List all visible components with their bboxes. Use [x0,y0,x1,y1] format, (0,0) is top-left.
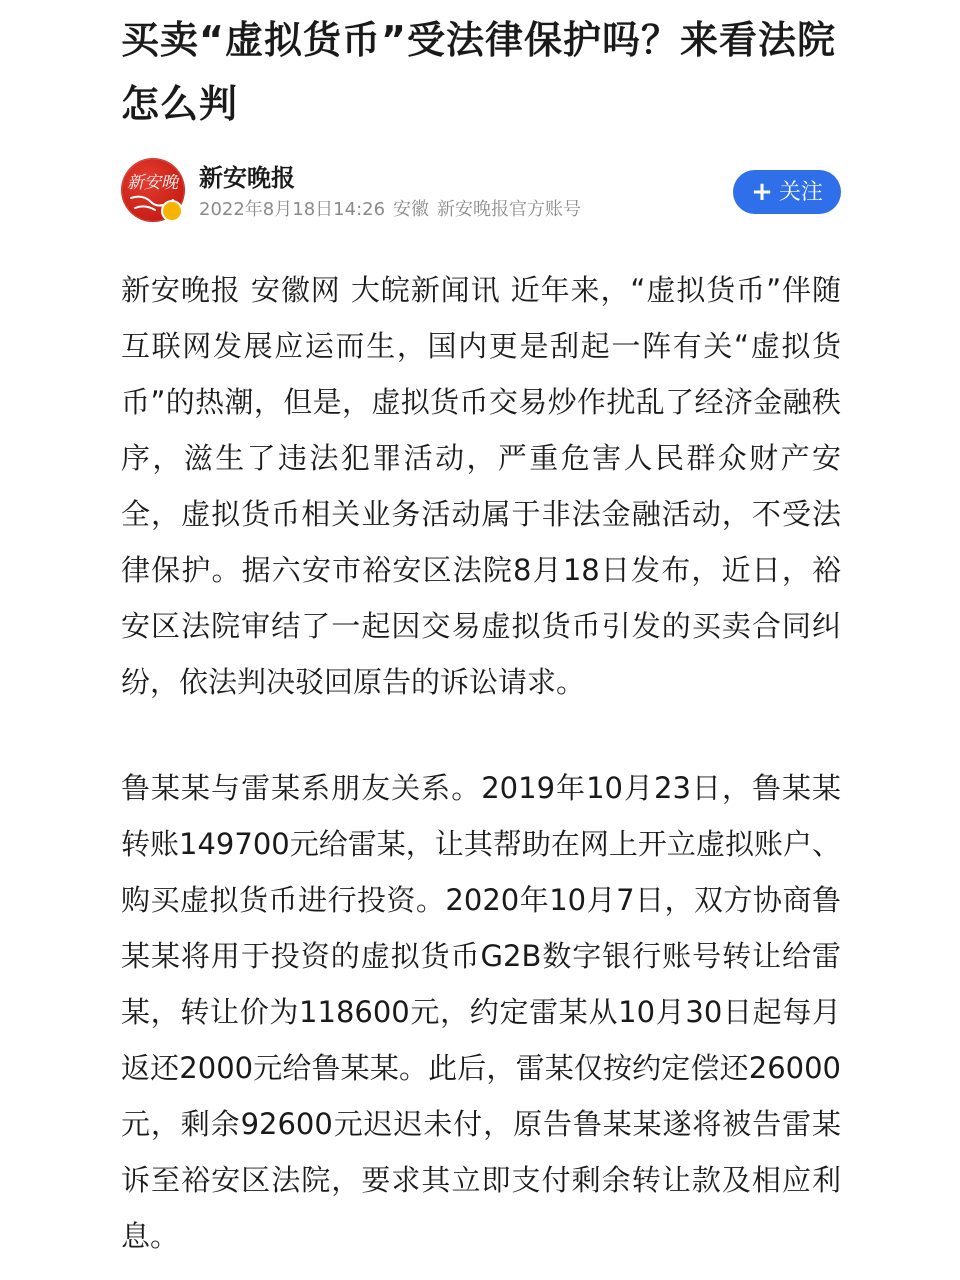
publish-location: 安徽 [393,199,430,220]
publish-datetime: 2022年8月18日14:26 [199,199,386,220]
author-meta [199,198,589,222]
follow-button[interactable] [733,170,841,214]
article-title: 买卖“虚拟货币”受法律保护吗？来看法院怎么判 [121,18,836,126]
follow-label: 关注 [778,180,823,205]
verified-badge-icon [161,200,183,222]
account-type: 新安晚报官方账号 [437,199,582,220]
author-row [121,158,841,230]
article-paragraph: 鲁某某与雷某系朋友关系。2019年10月23日，鲁某某转账149700元给雷某，让其帮助在网上开立虚拟账户、购买虚拟货币进行投资。2020年10月7日，双方协商鲁某某将用于投资的虚拟货币G2B数字银行账号转让给雷某，转让价为118600元，约定雷某从10月30日起每月返还2000元给鲁某某。此后，雷某仅按约定偿还26000元，剩余92600元迟迟未付，原告鲁某某遂将被告雷某诉至裕安区法院，要求其立即支付剩余转让款及相应利息。 [121,771,841,1253]
avatar-logo-glyphs: 新安晚 [127,173,178,193]
author-avatar[interactable] [121,158,185,222]
article-body [121,262,841,1264]
author-name[interactable]: 新安晚报 [199,164,295,192]
article-paragraph: 新安晚报 安徽网 大皖新闻讯 近年来，“虚拟货币”伴随互联网发展应运而生，国内更是刮起一阵有关“虚拟货币”的热潮，但是，虚拟货币交易炒作扰乱了经济金融秩序，滋生了违法犯罪活动，严重危害人民群众财产安全，虚拟货币相关业务活动属于非法金融活动，不受法律保护。据六安市裕安区法院8月18日发布，近日，裕安区法院审结了一起因交易虚拟货币引发的买卖合同纠纷，依法判决驳回原告的诉讼请求。 [121,273,841,699]
plus-icon: + [751,177,773,207]
